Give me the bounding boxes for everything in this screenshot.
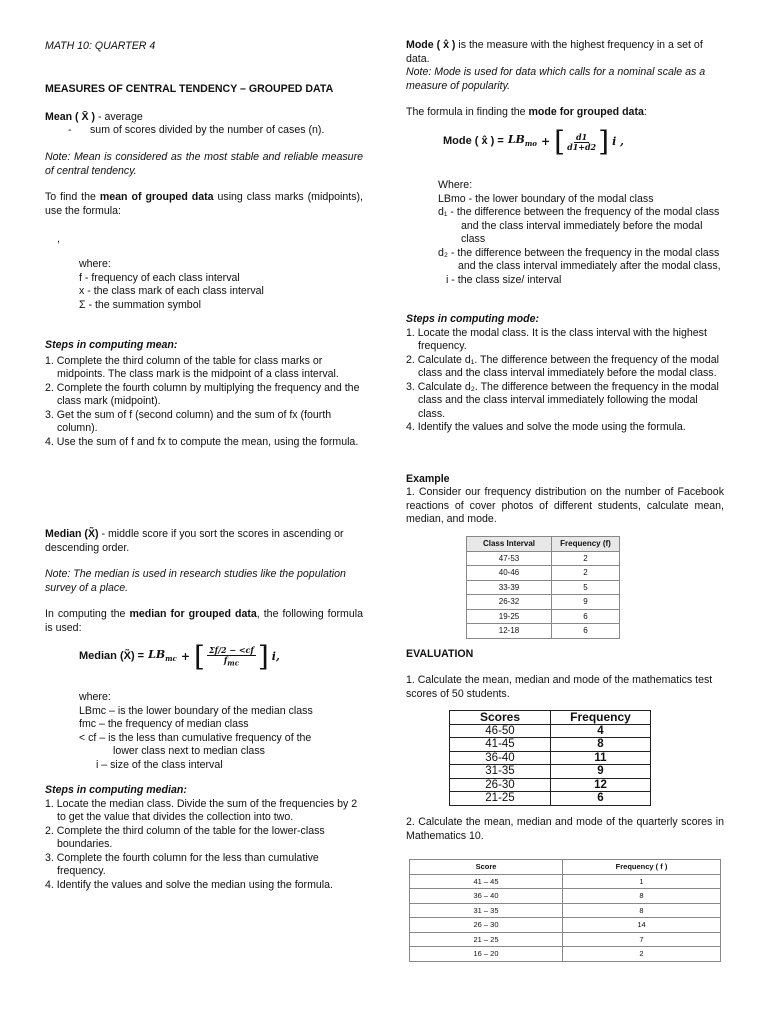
def-sigma: Σ - the summation symbol <box>79 298 201 311</box>
median-heading: Median (X̃) - middle score if you sort the scores in ascending or descending order. <box>45 528 344 554</box>
table-row: 33-39 5 <box>467 580 620 595</box>
mean-bullet: - sum of scores divided by the number of cases (n). <box>68 124 325 136</box>
example-table <box>466 536 620 639</box>
list-item: 2. Complete the third column of the table for the lower-class boundaries. <box>45 824 325 850</box>
table-row: 41-45 8 <box>450 738 651 752</box>
mean-note: Note: Mean is considered as the most stable and reliable measure of central tendency. <box>45 151 363 177</box>
table-header: Class Interval <box>467 537 552 552</box>
evaluation-table1-wrap <box>449 710 651 806</box>
mean-where: where: f - frequency of each class interval x - the class mark of each class interval Σ - the summation symbol <box>79 258 363 312</box>
table-row: 36 – 40 8 <box>410 889 721 904</box>
list-item: 1. Locate the modal class. It is the class interval with the highest frequency. <box>406 326 707 352</box>
median-formula: Median (X̃) = $LB_{mc}$ + [ $\frac{\Sigma f/2 - <cf}{f_{mc}}$ ] i, <box>79 640 280 673</box>
table-row: 31-35 9 <box>450 765 651 779</box>
def-f: f - frequency of each class interval <box>79 271 240 284</box>
list-item: 1. Locate the median class. Divide the sum of the frequencies by 2 to get the value that divides the collection into two. <box>45 797 358 823</box>
example-table-wrap <box>466 536 620 639</box>
def-lbmc: LBmc – is the lower boundary of the median class <box>79 704 313 717</box>
table-row: 16 – 20 2 <box>410 947 721 962</box>
list-item: 4. Use the sum of f and fx to compute the mean, using the formula. <box>45 435 359 448</box>
table-row: 12-18 6 <box>467 624 620 639</box>
list-item: 4. Identify the values and solve the median using the formula. <box>45 878 333 891</box>
def-i: i - the class size/ interval <box>446 273 562 286</box>
def-d2: d₂ - the difference between the frequency in the modal class and the class interval immediately after the modal class, <box>438 246 721 272</box>
median-where: where: LBmc – is the lower boundary of the median class fmc – the frequency of median class < cf – is the less than cumulative frequency of the lower class next to median class i – size of the class interval <box>79 691 363 772</box>
mode-steps-title: Steps in computing mode: <box>406 313 540 325</box>
example-title: Example <box>406 473 450 485</box>
median-steps-title: Steps in computing median: <box>45 784 187 796</box>
evaluation-title: EVALUATION <box>406 648 474 660</box>
mean-label-suffix: - average <box>95 111 143 123</box>
example-text: 1. Consider our frequency distribution on the number of Facebook reactions of cover photos of different students, calculate mean, median, and mode. <box>406 486 724 525</box>
mean-label: Mean ( X̄ ) <box>45 111 96 123</box>
list-item: 2. Complete the fourth column by multiplying the frequency and the class mark (midpoint). <box>45 381 360 407</box>
mode-intro: The formula in finding the mode for grouped data: <box>406 106 647 118</box>
table-row: 21-25 6 <box>450 792 651 806</box>
table-row: 47-53 2 <box>467 551 620 566</box>
def-x: x - the class mark of each class interval <box>79 285 264 297</box>
course-label: MATH 10: QUARTER 4 <box>45 40 156 52</box>
median-note: Note: The median is used in research studies like the population survey of a place. <box>45 568 346 594</box>
mode-formula: Mode ( x̂ ) = $LB_{mo}$ + [ $\frac{d1}{d1+d2}$ ] i , <box>443 125 624 158</box>
table-row: 19-25 6 <box>467 609 620 624</box>
table-row: 26-30 12 <box>450 778 651 792</box>
evaluation-table2-wrap <box>409 859 721 962</box>
table-header: Score <box>410 860 563 875</box>
mode-label: Mode ( x̂ ) <box>406 39 456 51</box>
def-i: i – size of the class interval <box>96 758 223 771</box>
mode-note: Note: Mode is used for data which calls for a nominal scale as a measure of popularity. <box>406 66 706 92</box>
list-item: 3. Complete the fourth column for the less than cumulative frequency. <box>45 851 319 877</box>
mode-steps <box>406 313 724 435</box>
table-row: 26-32 9 <box>467 595 620 610</box>
list-item: 4. Identify the values and solve the mode using the formula. <box>406 421 686 433</box>
def-lbmo: LBmo - the lower boundary of the modal class <box>438 192 654 205</box>
def-fmc: fmc – the frequency of median class <box>79 718 249 730</box>
evaluation-q2: 2. Calculate the mean, median and mode of the quarterly scores in Mathematics 10. <box>406 816 724 842</box>
median-intro: In computing the median for grouped data, the following formula is used: <box>45 608 363 634</box>
table-row: 46-50 4 <box>450 724 651 738</box>
table-header: Frequency ( f ) <box>563 860 721 875</box>
table-row: 40-46 2 <box>467 566 620 581</box>
table-row: 26 – 30 14 <box>410 918 721 933</box>
table-row: 21 – 25 7 <box>410 932 721 947</box>
page-title: MEASURES OF CENTRAL TENDENCY – GROUPED DATA <box>45 83 334 95</box>
mean-heading <box>45 111 363 125</box>
table-header: Scores <box>450 711 551 725</box>
table-header: Frequency <box>551 711 651 725</box>
mode-where: Where: LBmo - the lower boundary of the modal class d₁ - the difference between the frequency of the modal class and the class interval immediately before the modal class d₂ - the difference between the frequency in the modal class and the class interval immediately after the modal class, i - the class size/ interval <box>438 179 728 287</box>
median-label: Median (X̃) <box>45 528 99 540</box>
list-item: 1. Complete the third column of the table for class marks or midpoints. The class mark is the midpoint of a class interval. <box>45 354 339 380</box>
list-item: 2. Calculate d₁. The difference between the frequency of the modal class and the class interval immediately before the modal class. <box>406 353 719 379</box>
median-steps <box>45 784 363 892</box>
table-header: Frequency (f) <box>552 537 620 552</box>
evaluation-q1: 1. Calculate the mean, median and mode of the mathematics test scores of 50 students. <box>406 674 713 700</box>
list-item: 3. Get the sum of f (second column) and the sum of fx (fourth column). <box>45 408 332 434</box>
table-row: 36-40 11 <box>450 751 651 765</box>
mean-steps-title: Steps in computing mean: <box>45 339 178 351</box>
list-item: 3. Calculate d₂. The difference between the frequency in the modal class and the class interval immediately following the modal class. <box>406 380 719 420</box>
table-row: 41 – 45 1 <box>410 874 721 889</box>
mean-intro: To find the mean of grouped data using class marks (midpoints), use the formula: <box>45 191 363 217</box>
mean-formula-comma: , <box>57 233 60 245</box>
def-cf: < cf – is the less than cumulative frequency of the <box>79 731 312 744</box>
evaluation-table1 <box>449 710 651 806</box>
mean-steps <box>45 339 363 449</box>
evaluation-table2 <box>409 859 721 962</box>
mode-heading: Mode ( x̂ ) is the measure with the highest frequency in a set of data. <box>406 39 703 65</box>
def-d1: d₁ - the difference between the frequency of the modal class and the class interval immediately before the modal class <box>438 206 720 245</box>
table-row: 31 – 35 8 <box>410 903 721 918</box>
